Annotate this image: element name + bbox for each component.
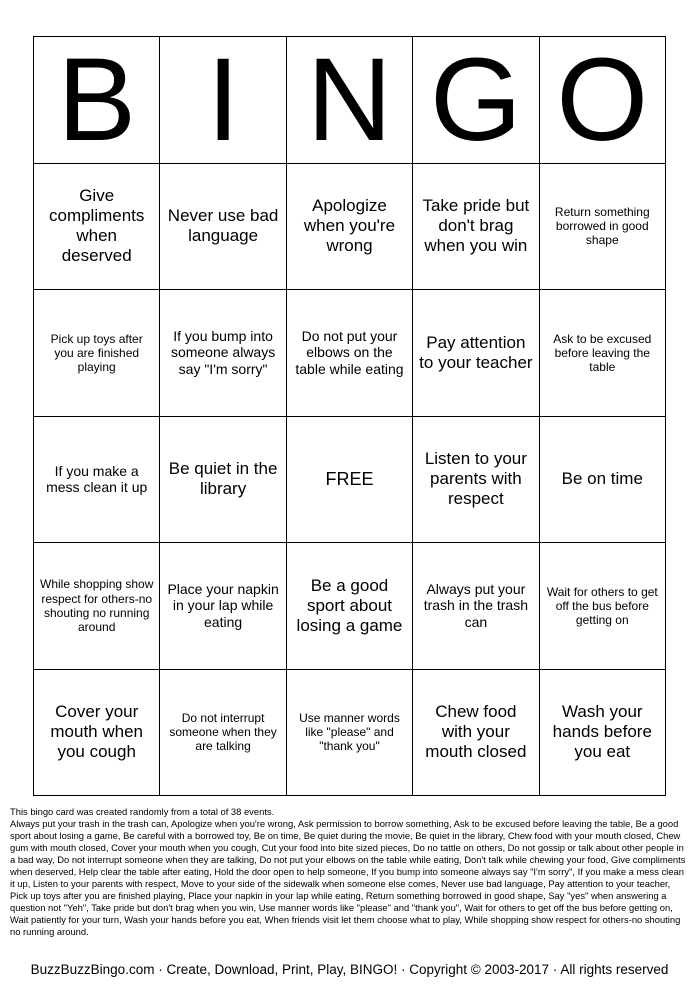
bingo-cell: Always put your trash in the trash can (413, 543, 539, 670)
bingo-cell: Be quiet in the library (160, 416, 286, 543)
bingo-cell: Return something borrowed in good shape (539, 163, 665, 290)
header-letter-b: B (34, 37, 160, 164)
free-space-cell: FREE (286, 416, 412, 543)
bingo-header-row (34, 37, 666, 164)
bingo-cell: Apologize when you're wrong (286, 163, 412, 290)
bingo-cell: If you bump into someone always say "I'm sorry" (160, 290, 286, 417)
header-letter-i: I (160, 37, 286, 164)
bingo-cell: Do not interrupt someone when they are talking (160, 669, 286, 796)
bingo-cell: Take pride but don't brag when you win (413, 163, 539, 290)
card-footer (10, 806, 690, 938)
bingo-cell: Cover your mouth when you cough (34, 669, 160, 796)
bingo-cell: Give compliments when deserved (34, 163, 160, 290)
bingo-cell: Never use bad language (160, 163, 286, 290)
bingo-cell: Chew food with your mouth closed (413, 669, 539, 796)
footer-summary: This bingo card was created randomly from a total of 38 events. (10, 806, 275, 817)
bingo-cell: Listen to your parents with respect (413, 416, 539, 543)
bingo-cell: Be on time (539, 416, 665, 543)
bingo-cell: Place your napkin in your lap while eating (160, 543, 286, 670)
bingo-row (34, 543, 666, 670)
header-letter-n: N (286, 37, 412, 164)
header-letter-o: O (539, 37, 665, 164)
bingo-cell: If you make a mess clean it up (34, 416, 160, 543)
bingo-cell: Pick up toys after you are finished playing (34, 290, 160, 417)
bingo-row (34, 416, 666, 543)
bingo-cell: Wash your hands before you eat (539, 669, 665, 796)
bingo-card (33, 36, 666, 796)
bingo-cell: Use manner words like "please" and "thank you" (286, 669, 412, 796)
header-letter-g: G (413, 37, 539, 164)
bingo-cell: Do not put your elbows on the table while eating (286, 290, 412, 417)
bingo-row (34, 669, 666, 796)
footer-event-list: Always put your trash in the trash can, Apologize when you're wrong, Ask permission to borrow something, Ask to be excused before leaving the table, Be a good sport about losing a game, Be careful with a borrowed toy, Be on time, Be quiet during the movie, Be quiet in the library, Chew food with your mouth closed, Chew gum with mouth closed, Cover your mouth when you cough, Cut your food into bite sized pieces, Do no tattle on others, Do not gossip or talk about other people in a bad way, Do not interrupt someone when they are talking, Do not put your elbows on the table while eating, Don't talk while chewing your food, Give compliments when deserved, Help clear the table after eating, Hold the door open to help someone, If you bump into someone always say "I'm sorry", If you make a mess clean it up, Listen to your parents with respect, Move to your side of the sidewalk when someone else comes, Never use bad language, Pay attention to your teacher, Pick up toys after you are finished playing, Place your napkin in your lap while eating, Return something borrowed in good shape, Say "yes" when answering a question not "Yeh", Take pride but don't brag when you win, Use manner words like "please" and "thank you", Wait for others to get off the bus before getting on, Wait patiently for your turn, Wash your hands before you eat, When friends visit let them choose what to play, While shopping show respect for others-no shouting no running around. (10, 818, 686, 938)
bingo-row (34, 290, 666, 417)
bingo-cell: Pay attention to your teacher (413, 290, 539, 417)
bingo-row (34, 163, 666, 290)
bingo-cell: Be a good sport about losing a game (286, 543, 412, 670)
bingo-cell: While shopping show respect for others-no shouting no running around (34, 543, 160, 670)
brand-copyright-line: BuzzBuzzBingo.com · Create, Download, Print, Play, BINGO! · Copyright © 2003-2017 · All rights reserved (30, 962, 669, 977)
bingo-cell: Ask to be excused before leaving the table (539, 290, 665, 417)
bingo-cell: Wait for others to get off the bus before getting on (539, 543, 665, 670)
